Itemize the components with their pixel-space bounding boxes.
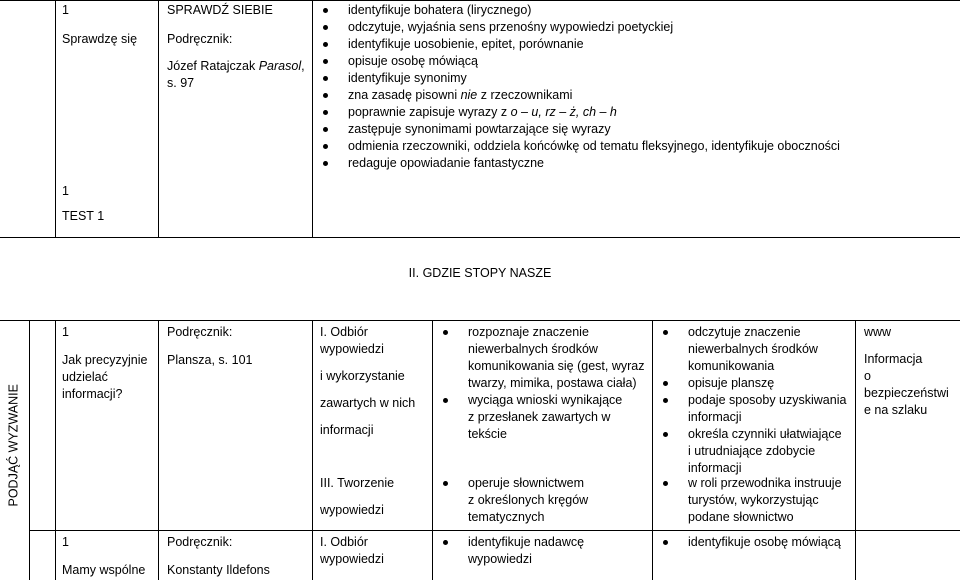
- list-item: poprawnie zapisuje wyrazy z o – u, rz – ż, ch – h: [320, 104, 950, 121]
- list-item: opisuje osobę mówiącą: [320, 53, 950, 70]
- list-item: redaguje opowiadanie fantastyczne: [320, 155, 950, 172]
- basic-list: [440, 534, 650, 568]
- bullet-icon: [323, 76, 328, 81]
- skill-group: I. Odbiór wypowiedzi i wykorzystanie zawartych w nich informacji: [320, 325, 416, 437]
- row-number: 1: [62, 325, 69, 339]
- list-item: odmienia rzeczowniki, oddziela końcówkę od tematu fleksyjnego, identyfikuje oboczności: [320, 138, 950, 155]
- bullet-icon: [323, 144, 328, 149]
- rule: [0, 320, 960, 321]
- list-item: zastępuje synonimami powtarzające się wyrazy: [320, 121, 950, 138]
- bullet-icon: [663, 330, 668, 335]
- extended-list: [660, 324, 855, 477]
- list-item: identyfikuje synonimy: [320, 70, 950, 87]
- list-item: podaje sposoby uzyskiwania informacji: [660, 392, 855, 426]
- list-item: identyfikuje osobę mówiącą: [660, 534, 855, 551]
- rule: [158, 0, 159, 237]
- test-label: TEST 1: [62, 209, 105, 223]
- bullet-icon: [663, 398, 668, 403]
- list-item: opisuje planszę: [660, 375, 855, 392]
- rule: [312, 0, 313, 237]
- list-item: odczytuje znaczenie niewerbalnych środków komunikowania: [660, 324, 855, 375]
- bullet-icon: [443, 481, 448, 486]
- side-label: PODJĄĆ WYZWANIE: [6, 384, 21, 507]
- list-item: wyciąga wnioski wynikające z przesłanek zawartych w tekście: [440, 392, 650, 443]
- source-text: Plansza, s. 101: [167, 353, 253, 367]
- bullet-icon: [443, 330, 448, 335]
- test-number: 1: [62, 184, 69, 198]
- list-item: odczytuje, wyjaśnia sens przenośny wypowiedzi poetyckiej: [320, 19, 950, 36]
- source-label: Podręcznik:: [167, 32, 233, 46]
- list-item: operuje słownictwem z określonych kręgów tematycznych: [440, 475, 650, 526]
- rule: [29, 530, 960, 531]
- source-heading: SPRAWDŹ SIEBIE: [167, 3, 273, 17]
- skill-group: I. Odbiór wypowiedzi: [320, 535, 384, 566]
- author-name: Józef Ratajczak: [167, 59, 259, 73]
- bullet-icon: [323, 42, 328, 47]
- bullet-icon: [323, 127, 328, 132]
- bullet-icon: [663, 381, 668, 386]
- bullet-icon: [323, 25, 328, 30]
- extended-list: [660, 534, 855, 551]
- lesson-title: Sprawdzę się: [62, 32, 138, 46]
- basic-list: [440, 324, 650, 443]
- section-title: II. GDZIE STOPY NASZE: [408, 266, 552, 280]
- rule: [0, 0, 960, 1]
- skill-group: III. Tworzenie wypowiedzi: [320, 476, 395, 517]
- list-item: rozpoznaje znaczenie niewerbalnych środków komunikowania się (gest, wyraz twarzy, mimika, postawa ciała): [440, 324, 650, 392]
- list-item: określa czynniki ułatwiające i utrudniające zdobycie informacji: [660, 426, 855, 477]
- lesson-number: 1: [62, 3, 69, 17]
- source-label: Podręcznik:: [167, 535, 233, 549]
- bullet-icon: [323, 93, 328, 98]
- rule: [312, 320, 313, 580]
- bullet-icon: [663, 432, 668, 437]
- rule: [55, 0, 56, 237]
- bullet-icon: [323, 8, 328, 13]
- extended-list: [660, 475, 855, 526]
- list-item: identyfikuje uosobienie, epitet, porównanie: [320, 36, 950, 53]
- bullet-icon: [443, 540, 448, 545]
- rule: [29, 320, 30, 580]
- source-text: Konstanty Ildefons: [167, 563, 270, 577]
- list-item: identyfikuje nadawcę wypowiedzi: [440, 534, 650, 568]
- row-number: 1: [62, 535, 69, 549]
- topic-title: Mamy wspólne: [62, 563, 146, 577]
- basic-list: [440, 475, 650, 526]
- rule: [432, 320, 433, 580]
- bullet-icon: [323, 161, 328, 166]
- list-item: w roli przewodnika instruuje turystów, wykorzystując podane słownictwo: [660, 475, 855, 526]
- rule: [652, 320, 653, 580]
- bullet-icon: [663, 481, 668, 486]
- bullet-icon: [323, 110, 328, 115]
- work-title: Parasol: [258, 59, 302, 73]
- source-page: s. 97: [167, 76, 195, 90]
- extra-resources: www Informacja o bezpieczeństwi e na szlaku: [864, 325, 949, 417]
- bullet-icon: [663, 540, 668, 545]
- goals-list: [320, 2, 950, 172]
- list-item: identyfikuje bohatera (lirycznego): [320, 2, 950, 19]
- rule: [55, 320, 56, 580]
- topic-title: Jak precyzyjnie udzielać informacji?: [62, 353, 148, 401]
- rule: [158, 320, 159, 580]
- bullet-icon: [443, 398, 448, 403]
- source-author: Józef Ratajczak Parasol,: [167, 59, 305, 73]
- source-label: Podręcznik:: [167, 325, 233, 339]
- bullet-icon: [323, 59, 328, 64]
- rule: [855, 320, 856, 580]
- rule: [0, 237, 960, 238]
- list-item: zna zasadę pisowni nie z rzeczownikami: [320, 87, 950, 104]
